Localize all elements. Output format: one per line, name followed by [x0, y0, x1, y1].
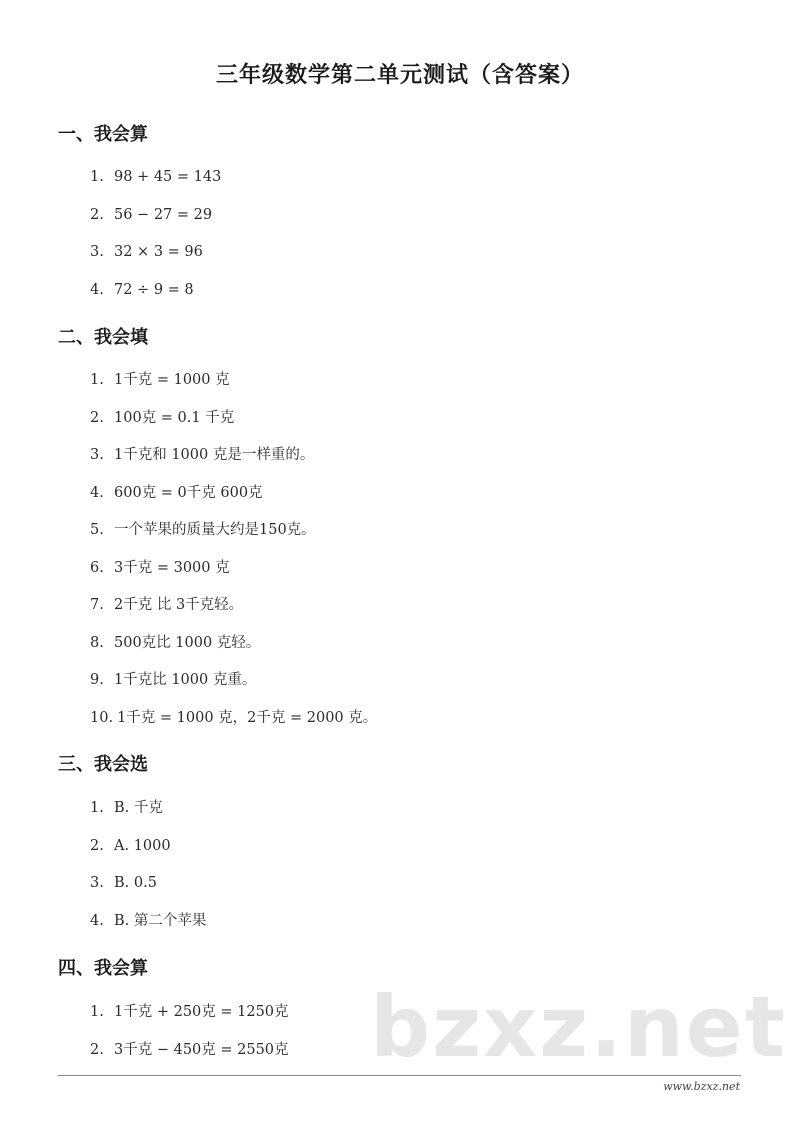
section-calculate: [58, 122, 758, 309]
section-fill-in: [58, 325, 758, 737]
item-number: 1.: [90, 800, 104, 816]
list-item: [58, 234, 758, 272]
list-item: [58, 828, 758, 866]
item-number: 1.: [90, 372, 104, 388]
list-item: [58, 587, 758, 625]
item-text: 56 − 27 = 29: [114, 206, 213, 223]
item-text: B. 第二个苹果: [114, 912, 207, 929]
item-number: 5.: [90, 522, 104, 538]
item-number: 2.: [90, 837, 104, 854]
item-text: 1千克和 1000 克是一样重的。: [114, 447, 315, 463]
item-text: 600克 = 0千克 600克: [114, 484, 263, 501]
page-title: 三年级数学第二单元测试（含答案）: [215, 62, 584, 88]
watermark: bzxz.net: [370, 978, 787, 1076]
list-item: [58, 550, 758, 588]
item-number: 2.: [90, 1041, 104, 1058]
item-number: 1.: [90, 169, 104, 185]
section-choose: [58, 752, 758, 940]
item-text: 3千克 = 3000 克: [114, 559, 230, 576]
item-number: 3.: [90, 875, 104, 891]
list-item: [58, 903, 758, 941]
question-list: [58, 790, 758, 940]
list-item: [58, 272, 758, 310]
section-heading: 一、我会算: [58, 124, 148, 145]
item-text: A. 1000: [114, 837, 171, 854]
list-item: [58, 475, 758, 513]
item-text: B. 千克: [114, 800, 163, 816]
section-heading: 三、我会选: [58, 754, 148, 775]
item-number: 7.: [90, 597, 104, 613]
list-item: [58, 662, 758, 700]
list-item: [58, 625, 758, 663]
item-number: 3.: [90, 447, 104, 463]
item-text: 98 + 45 = 143: [114, 169, 222, 185]
item-number: 2.: [90, 206, 104, 223]
item-number: 1.: [90, 1004, 104, 1020]
section-heading: 四、我会算: [58, 958, 148, 979]
item-text: 72 ÷ 9 = 8: [114, 281, 194, 298]
section-heading: 二、我会填: [58, 327, 148, 348]
item-text: 2千克 比 3千克轻。: [114, 597, 244, 613]
list-item: [58, 512, 758, 550]
item-number: 2.: [90, 409, 104, 426]
question-list: [58, 362, 758, 737]
list-item: [58, 790, 758, 828]
list-item: [58, 400, 758, 438]
item-number: 8.: [90, 634, 104, 651]
item-text: B. 0.5: [114, 875, 157, 891]
item-text: 1千克 = 1000 克，2千克 = 2000 克。: [117, 709, 378, 726]
list-item: [58, 865, 758, 903]
item-number: 4.: [90, 912, 104, 929]
question-list: [58, 159, 758, 309]
item-text: 1千克 + 250克 = 1250克: [114, 1004, 289, 1020]
item-number: 4.: [90, 281, 104, 298]
list-item: [58, 197, 758, 235]
list-item: [58, 437, 758, 475]
item-number: 10.: [90, 709, 114, 726]
footer-divider: [58, 1075, 741, 1076]
item-text: 100克 = 0.1 千克: [114, 409, 235, 426]
item-text: 3千克 − 450克 = 2550克: [114, 1041, 289, 1058]
list-item: [58, 159, 758, 197]
list-item: [58, 362, 758, 400]
item-text: 500克比 1000 克轻。: [114, 634, 261, 651]
item-number: 4.: [90, 484, 104, 501]
item-text: 32 × 3 = 96: [114, 244, 203, 260]
item-number: 6.: [90, 559, 104, 576]
item-text: 1千克比 1000 克重。: [114, 672, 257, 688]
item-text: 一个苹果的质量大约是150克。: [114, 522, 316, 538]
item-text: 1千克 = 1000 克: [114, 372, 230, 388]
footer-url: www.bzxz.net: [663, 1080, 740, 1093]
item-number: 9.: [90, 672, 104, 688]
list-item: [58, 700, 758, 738]
item-number: 3.: [90, 244, 104, 260]
